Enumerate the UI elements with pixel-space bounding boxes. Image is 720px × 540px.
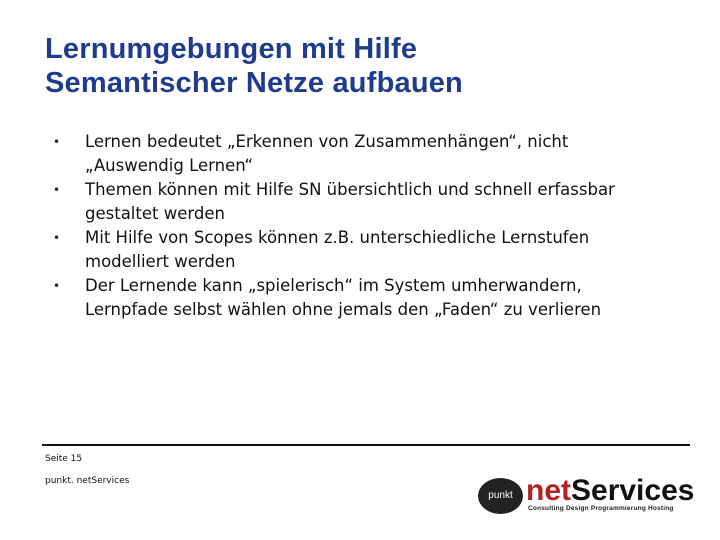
bullet-list xyxy=(53,130,693,322)
bullet-icon: • xyxy=(53,231,61,245)
page-number: Seite 15 xyxy=(45,454,83,464)
bullet-text-line2: modelliert werden xyxy=(85,252,236,271)
slide-title xyxy=(45,32,685,100)
bullet-text-line1: Der Lernende kann „spielerisch“ im System umherwandern, xyxy=(85,276,582,295)
bullet-text-line2: gestaltet werden xyxy=(85,204,225,223)
bullet-icon: • xyxy=(53,135,61,149)
bullet-item xyxy=(53,178,693,226)
bullet-item xyxy=(53,274,693,322)
slide-title-line1: Lernumgebungen mit Hilfe xyxy=(45,33,418,65)
logo-brand-text xyxy=(526,474,694,508)
logo-circle-icon: punkt xyxy=(478,478,523,514)
logo-brand-services: Services xyxy=(571,474,695,507)
footer-divider xyxy=(42,444,690,446)
bullet-item xyxy=(53,226,693,274)
bullet-item xyxy=(53,130,693,178)
bullet-text-line2: „Auswendig Lernen“ xyxy=(85,156,254,175)
logo-tagline: Consulting Design Programmierung Hosting xyxy=(528,505,674,512)
bullet-text-line2: Lernpfade selbst wählen ohne jemals den „Faden“ zu verlieren xyxy=(85,300,602,319)
bullet-icon: • xyxy=(53,279,61,293)
slide-title-line2: Semantischer Netze aufbauen xyxy=(45,67,463,99)
bullet-text-line1: Themen können mit Hilfe SN übersichtlich und schnell erfassbar xyxy=(85,180,615,199)
bullet-text-line1: Lernen bedeutet „Erkennen von Zusammenhängen“, nicht xyxy=(85,132,569,151)
footer-company-name: punkt. netServices xyxy=(45,476,130,486)
logo-brand-net: net xyxy=(526,474,571,507)
company-logo xyxy=(478,474,695,518)
bullet-icon: • xyxy=(53,183,61,197)
bullet-text-line1: Mit Hilfe von Scopes können z.B. unterschiedliche Lernstufen xyxy=(85,228,590,247)
